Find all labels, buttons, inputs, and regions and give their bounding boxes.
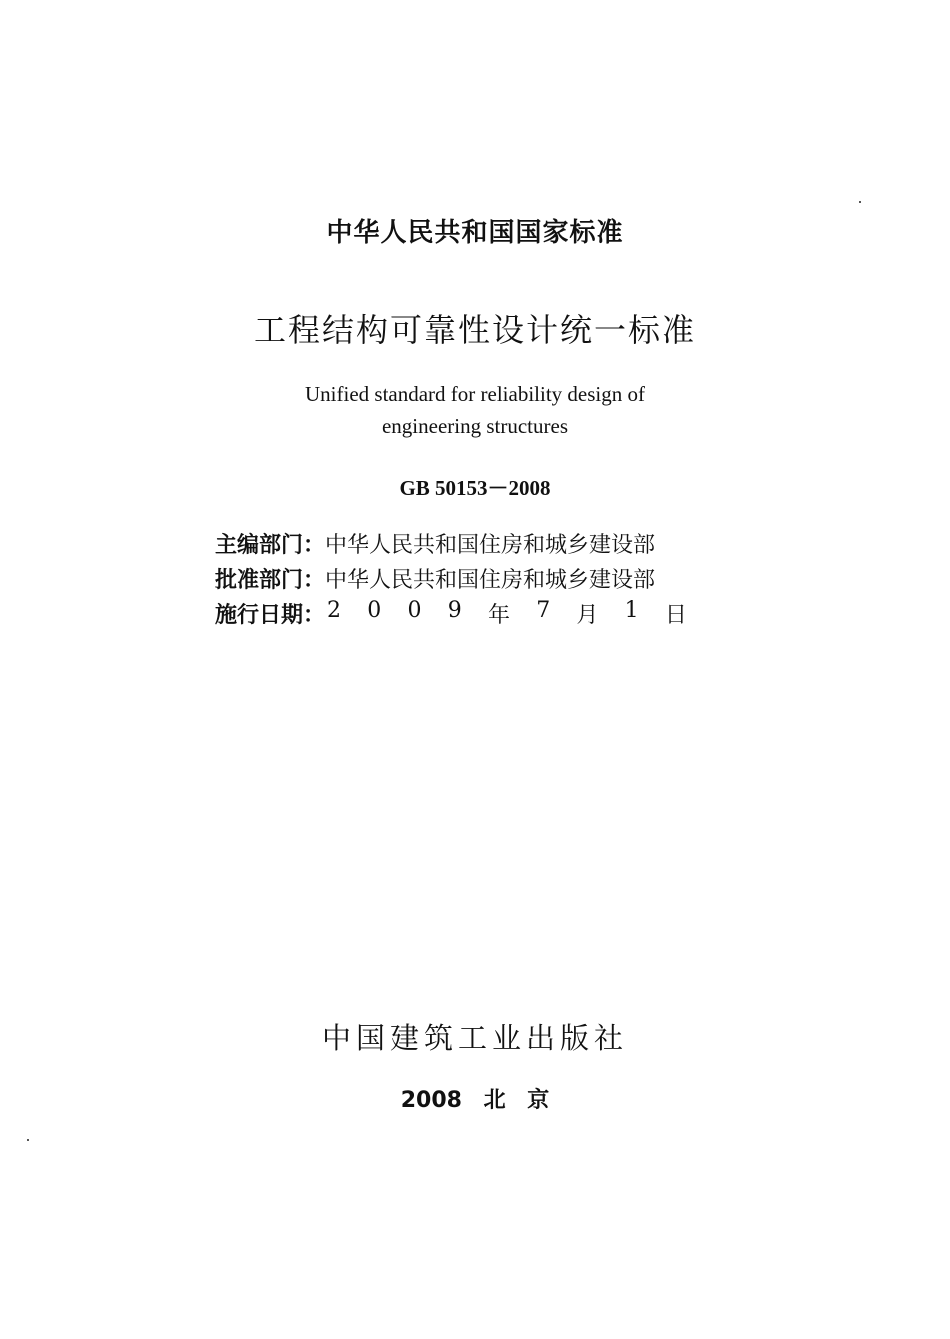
approval-row <box>215 563 655 594</box>
publication-year-place: 2008 北 京 <box>400 1088 550 1113</box>
effective-date-part: 9 <box>447 598 462 623</box>
effective-date-part: 0 <box>367 598 382 623</box>
standard-title-chinese: 工程结构可靠性设计统一标准 <box>253 311 696 349</box>
approval-value: 中华人民共和国住房和城乡建设部 <box>325 568 656 593</box>
chief-editor-value: 中华人民共和国住房和城乡建设部 <box>325 533 656 558</box>
standard-title-english <box>0 378 950 442</box>
approval-label: 批准部门： <box>215 568 326 593</box>
chief-editor-row <box>215 528 655 559</box>
publisher-name: 中国建筑工业出版社 <box>321 1021 628 1055</box>
effective-date-part: 年 <box>487 603 510 628</box>
effective-date-part: 0 <box>407 598 422 623</box>
chief-editor-label: 主编部门： <box>215 533 326 558</box>
english-title-line-2: engineering structures <box>381 414 569 438</box>
standard-code: GB 50153－2008 <box>399 476 551 500</box>
effective-date-part: 月 <box>576 603 599 628</box>
effective-date-row <box>215 598 695 629</box>
national-standard-heading: 中华人民共和国国家标准 <box>326 218 624 248</box>
scan-speck <box>859 201 861 203</box>
effective-date-value <box>327 598 687 629</box>
scan-speck <box>27 1139 29 1141</box>
effective-date-part: 日 <box>664 603 687 628</box>
effective-date-part: 1 <box>624 598 639 623</box>
effective-date-part: 7 <box>536 598 551 623</box>
english-title-line-1: Unified standard for reliability design of <box>305 382 645 406</box>
effective-date-part: 2 <box>327 598 341 623</box>
effective-date-label: 施行日期： <box>215 603 326 628</box>
